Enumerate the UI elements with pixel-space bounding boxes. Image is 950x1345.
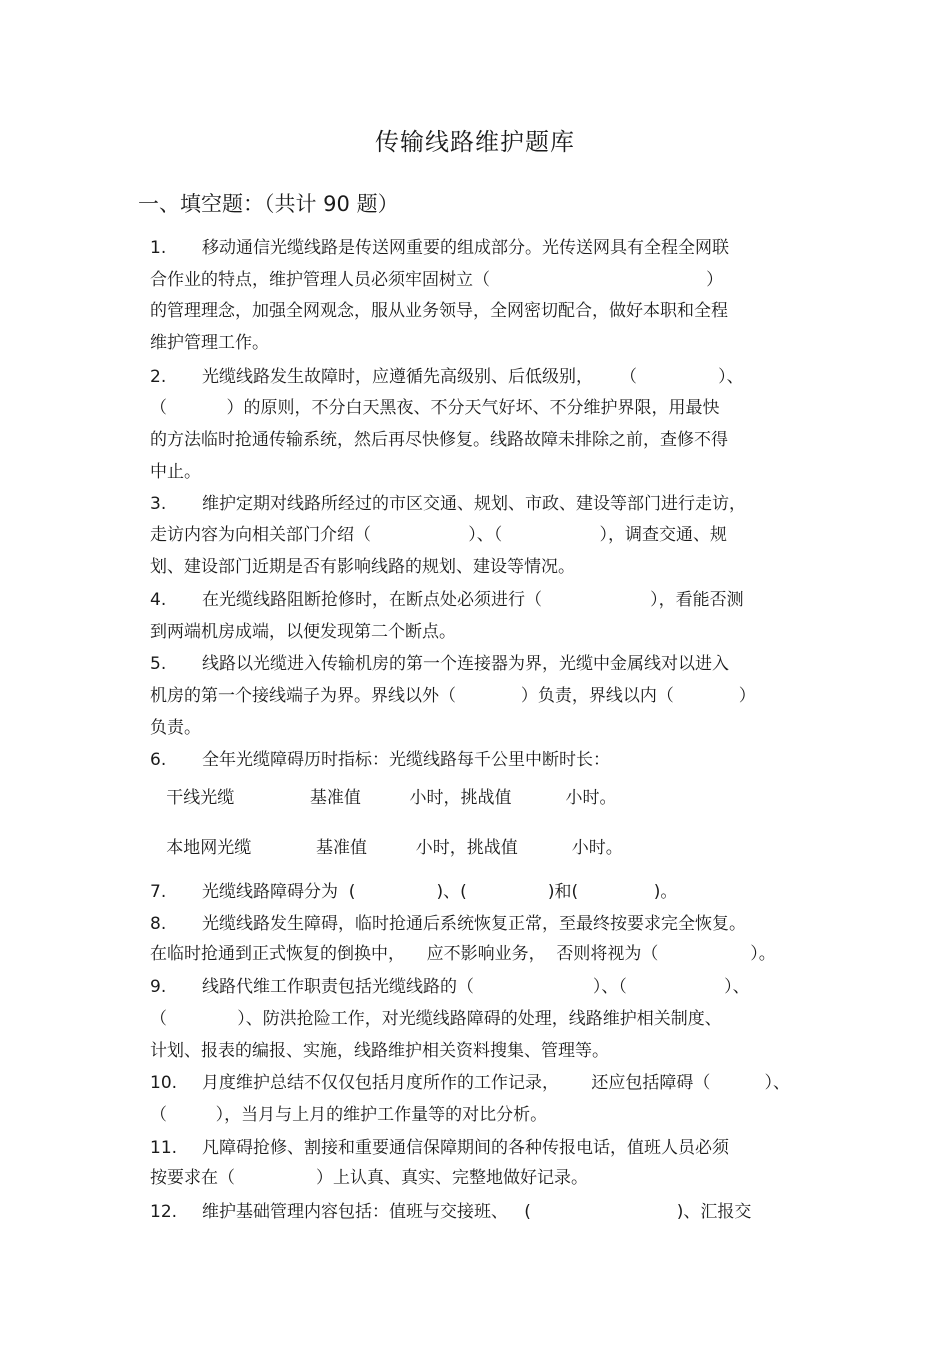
question-number: 3. xyxy=(150,494,167,514)
question-text: 机房的第一个接线端子为界。界线以外（ ）负责，界线以内（ ） xyxy=(150,686,756,706)
text-line xyxy=(150,332,269,354)
question-number: 6. xyxy=(150,750,167,770)
question-text: 负责。 xyxy=(150,718,201,738)
question-text: 计划、报表的编报、实施，线路维护相关资料搜集、管理等。 xyxy=(150,1041,609,1061)
question-number: 10. xyxy=(150,1073,178,1093)
question-text: 的管理理念，加强全网观念，服从业务领导，全网密切配合，做好本职和全程 xyxy=(150,301,728,321)
text-line xyxy=(150,429,728,451)
question-text: 本地网光缆 基准值 小时，挑战值 小时。 xyxy=(150,838,623,858)
question-text: （ ），当月与上月的维护工作量等的对比分析。 xyxy=(150,1105,548,1125)
question-text: 线路以光缆进入传输机房的第一个连接器为界，光缆中金属线对以进入 xyxy=(202,654,729,674)
question-number: 5. xyxy=(150,654,167,674)
question-number: 9. xyxy=(150,977,167,997)
question-text: 月度维护总结不仅仅包括月度所作的工作记录， 还应包括障碍（ ）、 xyxy=(202,1073,790,1093)
text-line xyxy=(150,749,610,771)
text-line xyxy=(150,1137,729,1159)
text-line xyxy=(150,717,201,739)
question-text: 维护管理工作。 xyxy=(150,333,269,353)
question-text: 走访内容为向相关部门介绍（ ）、（ ），调查交通、规 xyxy=(150,525,728,545)
question-text: 线路代维工作职责包括光缆线路的（ ）、（ ）、 xyxy=(202,977,750,997)
text-line xyxy=(150,397,719,419)
text-line xyxy=(150,556,575,578)
question-text: 维护定期对线路所经过的市区交通、规划、市政、建设等部门进行走访， xyxy=(202,494,746,514)
text-line xyxy=(150,913,746,935)
text-line xyxy=(150,269,723,291)
text-line xyxy=(150,589,744,611)
text-line xyxy=(150,837,623,859)
text-line xyxy=(150,881,677,903)
text-line xyxy=(150,685,756,707)
text-line xyxy=(150,493,746,515)
question-text: 凡障碍抢修、割接和重要通信保障期间的各种传报电话，值班人员必须 xyxy=(202,1138,729,1158)
question-number: 2. xyxy=(150,367,167,387)
text-line xyxy=(150,1167,588,1189)
question-text: 在光缆线路阻断抢修时，在断点处必须进行（ ），看能否测 xyxy=(202,590,744,610)
section-heading: 一、填空题：（共计 90 题） xyxy=(138,192,399,216)
text-line xyxy=(150,976,750,998)
question-text: 在临时抢通到正式恢复的倒换中， 应不影响业务， 否则将视为（ ）。 xyxy=(150,944,776,964)
text-line xyxy=(150,621,456,643)
question-text: 光缆线路发生故障时，应遵循先高级别、后低级别， （ ）、 xyxy=(202,367,744,387)
text-line xyxy=(150,1104,547,1126)
question-text: 维护基础管理内容包括：值班与交接班、 ( )、汇报交 xyxy=(202,1202,752,1222)
question-text: 中止。 xyxy=(150,462,201,482)
question-text: 按要求在（ ）上认真、真实、完整地做好记录。 xyxy=(150,1168,589,1188)
text-line xyxy=(150,1040,609,1062)
text-line xyxy=(150,787,617,809)
question-number: 1. xyxy=(150,238,167,258)
text-line xyxy=(150,461,201,483)
text-line xyxy=(150,524,727,546)
question-text: 的方法临时抢通传输系统，然后再尽快修复。线路故障未排除之前，查修不得 xyxy=(150,430,728,450)
question-text: （ ）的原则，不分白天黑夜、不分天气好坏、不分维护界限，用最快 xyxy=(150,398,720,418)
question-text: 移动通信光缆线路是传送网重要的组成部分。光传送网具有全程全网联 xyxy=(202,238,729,258)
question-number: 11. xyxy=(150,1138,178,1158)
question-text: 到两端机房成端，以便发现第二个断点。 xyxy=(150,622,456,642)
text-line xyxy=(150,237,729,259)
question-text: （ ）、防洪抢险工作，对光缆线路障碍的处理，线路维护相关制度、 xyxy=(150,1009,722,1029)
text-line xyxy=(150,1008,722,1030)
question-text: 合作业的特点，维护管理人员必须牢固树立（ ） xyxy=(150,270,724,290)
question-number: 4. xyxy=(150,590,167,610)
question-text: 光缆线路发生障碍，临时抢通后系统恢复正常，至最终按要求完全恢复。 xyxy=(202,914,746,934)
question-number: 7. xyxy=(150,882,167,902)
question-text: 划、建设部门近期是否有影响线路的规划、建设等情况。 xyxy=(150,557,575,577)
question-text: 干线光缆 基准值 小时，挑战值 小时。 xyxy=(150,788,617,808)
question-number: 8. xyxy=(150,914,167,934)
text-line xyxy=(150,943,776,965)
text-line xyxy=(150,653,729,675)
text-line xyxy=(150,1201,751,1223)
question-number: 12. xyxy=(150,1202,178,1222)
question-text: 全年光缆障碍历时指标：光缆线路每千公里中断时长： xyxy=(202,750,610,770)
text-line xyxy=(150,366,744,388)
page-title: 传输线路维护题库 xyxy=(375,128,575,156)
text-line xyxy=(150,300,728,322)
text-line xyxy=(150,1072,790,1094)
question-text: 光缆线路障碍分为 ( )、( )和( )。 xyxy=(202,882,678,902)
